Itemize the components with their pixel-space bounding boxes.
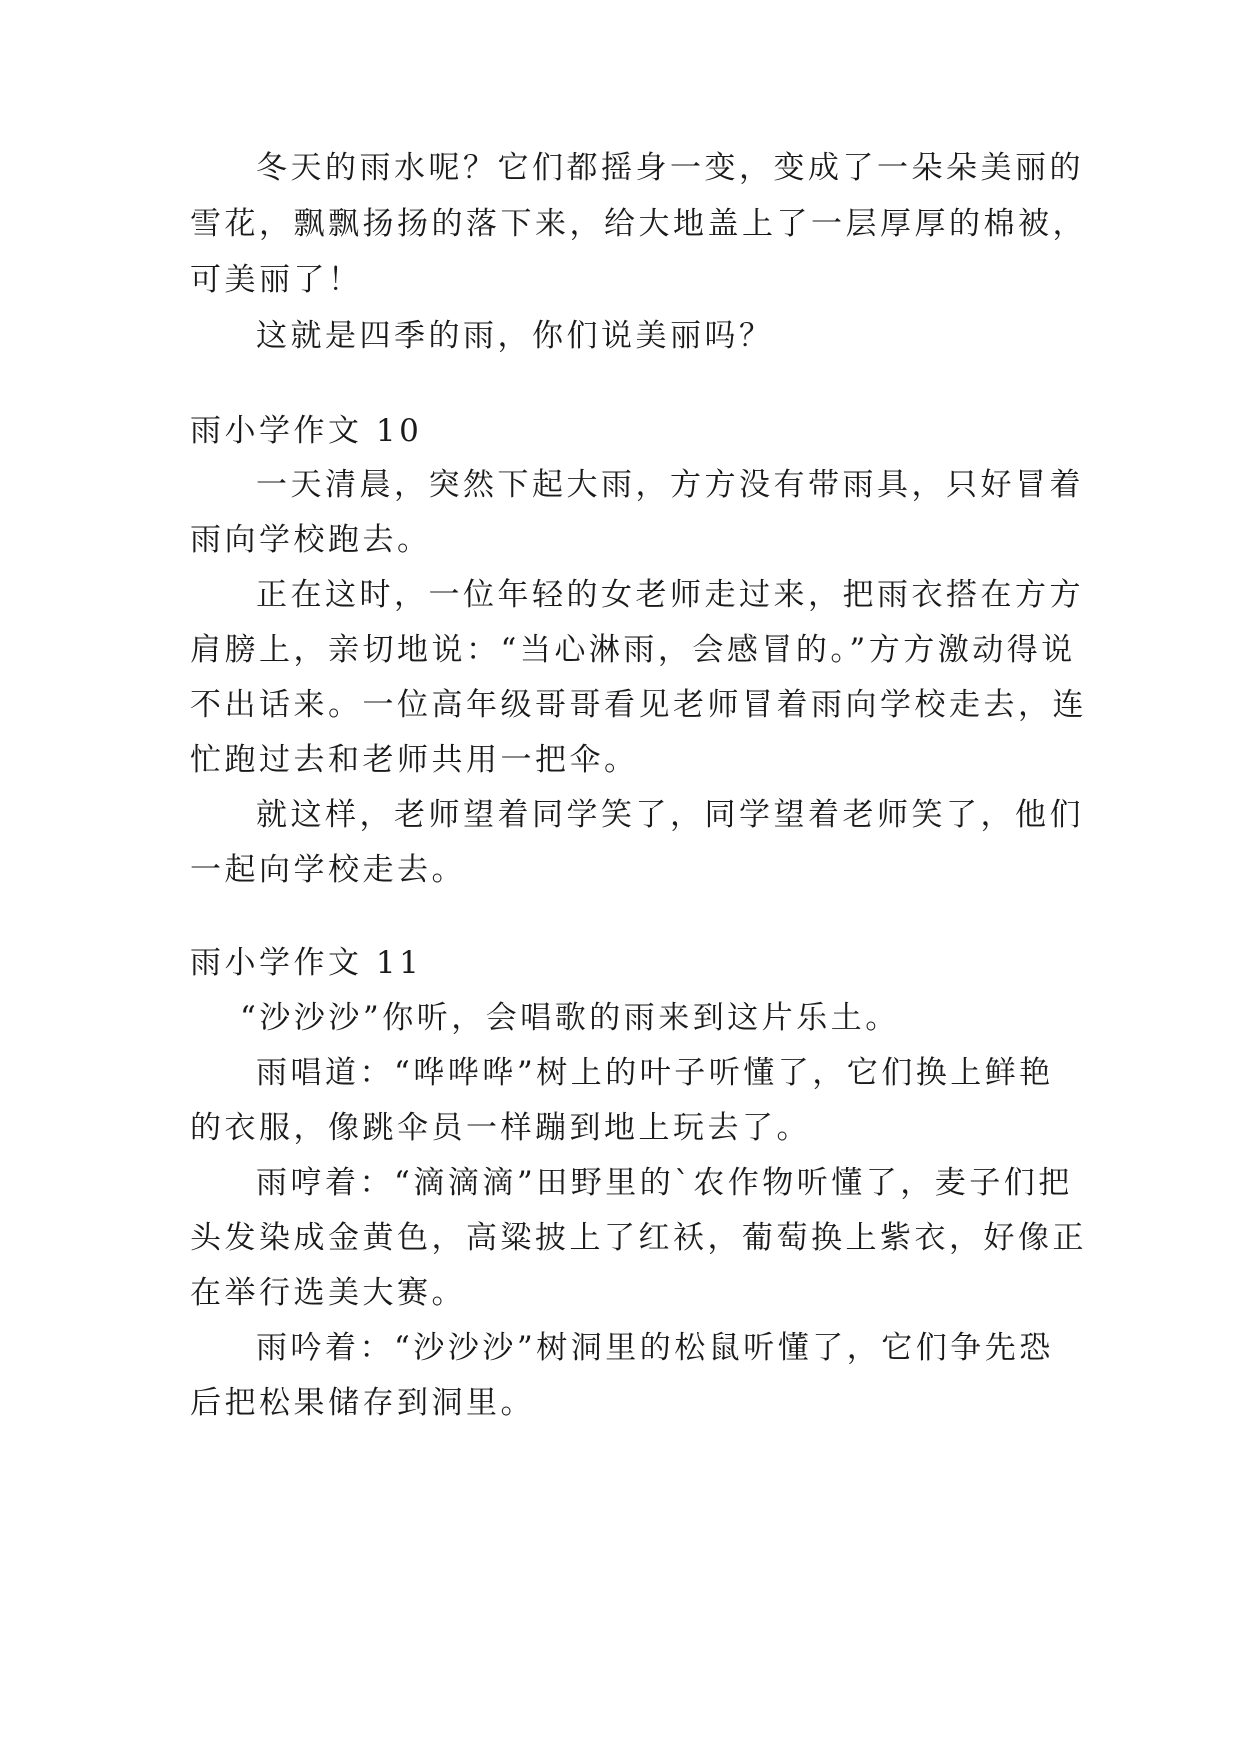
paragraph-line: 就这样，老师望着同学笑了，同学望着老师笑了，他们 — [256, 797, 1084, 833]
paragraph-line: 在举行选美大赛。 — [190, 1275, 466, 1311]
paragraph-line: 一天清晨，突然下起大雨，方方没有带雨具，只好冒着 — [256, 467, 1084, 503]
paragraph-line: 头发染成金黄色，高粱披上了红袄，葡萄换上紫衣，好像正 — [190, 1220, 1087, 1256]
paragraph-line: 正在这时，一位年轻的女老师走过来，把雨衣搭在方方 — [256, 577, 1084, 613]
paragraph-line: 这就是四季的雨，你们说美丽吗？ — [256, 318, 774, 354]
section-heading: 雨小学作文 11 — [190, 945, 423, 981]
paragraph-line: 不出话来。一位高年级哥哥看见老师冒着雨向学校走去，连 — [190, 687, 1087, 723]
paragraph-line: 雨吟着：“沙沙沙”树洞里的松鼠听懂了，它们争先恐 — [256, 1330, 1054, 1366]
paragraph-line: “沙沙沙”你听，会唱歌的雨来到这片乐土。 — [240, 1000, 900, 1036]
paragraph-line: 肩膀上，亲切地说：“当心淋雨，会感冒的。”方方激动得说 — [190, 632, 1076, 668]
paragraph-line: 的衣服，像跳伞员一样蹦到地上玩去了。 — [190, 1110, 811, 1146]
paragraph-line: 雪花，飘飘扬扬的落下来，给大地盖上了一层厚厚的棉被， — [190, 206, 1087, 242]
paragraph-line: 雨哼着：“滴滴滴”田野里的`农作物听懂了，麦子们把 — [256, 1165, 1073, 1201]
paragraph-line: 后把松果储存到洞里。 — [190, 1385, 535, 1421]
paragraph-line: 冬天的雨水呢？它们都摇身一变，变成了一朵朵美丽的 — [256, 150, 1084, 186]
paragraph-line: 雨唱道：“哗哗哗”树上的叶子听懂了，它们换上鲜艳 — [256, 1055, 1054, 1091]
paragraph-line: 一起向学校走去。 — [190, 852, 466, 888]
paragraph-line: 忙跑过去和老师共用一把伞。 — [190, 742, 639, 778]
paragraph-line: 雨向学校跑去。 — [190, 522, 432, 558]
paragraph-line: 可美丽了！ — [190, 262, 363, 298]
section-heading: 雨小学作文 10 — [190, 413, 423, 449]
